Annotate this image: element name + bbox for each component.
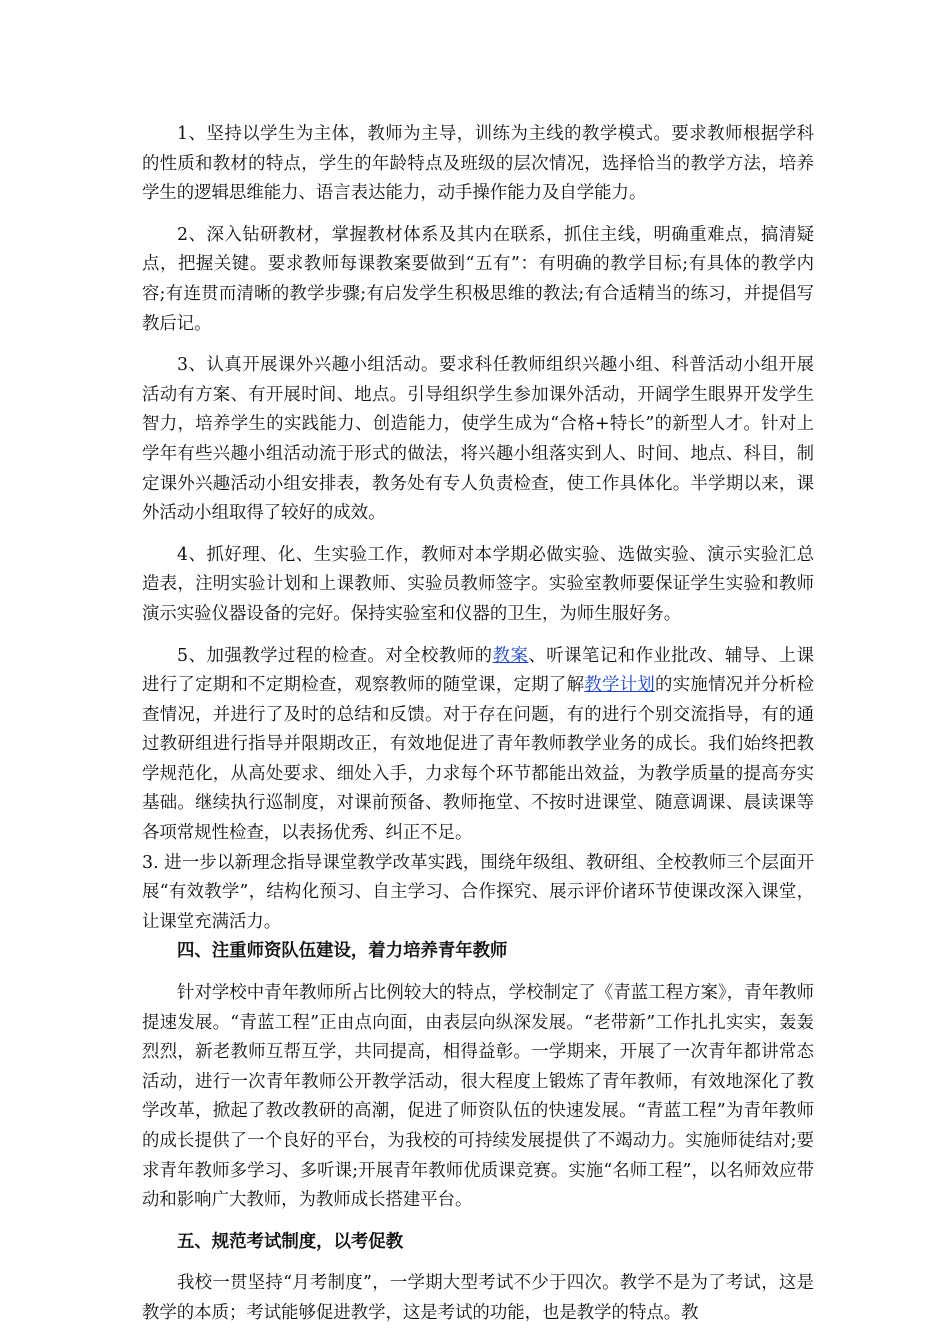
teaching-plan-link[interactable]: 教学计划 (584, 675, 656, 696)
paragraph-3: 3、认真开展课外兴趣小组活动。要求科任教师组织兴趣小组、科普活动小组开展活动有方案、有开展时间、地点。引导组织学生参加课外活动，开阔学生眼界开发学生智力，培养学生的实践能力、创造能力，使学生成为“合格+特长”的新型人才。针对上学年有些兴趣小组活动流于形式的做法，将兴趣小组落实到人、时间、地点、科目，制定课外兴趣活动小组安排表，教务处有专人负责检查，使工作具体化。半学期以来，课外活动小组取得了较好的成效。 (142, 355, 814, 524)
lesson-plan-link[interactable]: 教案 (492, 645, 529, 666)
paragraph-7: 针对学校中青年教师所占比例较大的特点，学校制定了《青蓝工程方案》，青年教师提速发展。“青蓝工程”正由点向面，由表层向纵深发展。“老带新”工作扎扎实实，轰轰烈烈，新老教师互帮互学，共同提高，相得益彰。一学期来，开展了一次青年都讲常态活动，进行一次青年教师公开教学活动，很大程度上锻炼了青年教师，有效地深化了教学改革，掀起了教改教研的高潮，促进了师资队伍的快速发展。“青蓝工程”为青年教师的成长提供了一个良好的平台，为我校的可持续发展提供了不竭动力。实施师徒结对;要求青年教师多学习、多听课;开展青年教师优质课竞赛。实施“名师工程”，以名师效应带动和影响广大教师，为教师成长搭建平台。 (142, 983, 814, 1211)
paragraph-4: 4、抓好理、化、生实验工作，教师对本学期必做实验、选做实验、演示实验汇总造表，注明实验计划和上课教师、实验员教师签字。实验室教师要保证学生实验和教师演示实验仪器设备的完好。保持实验室和仪器的卫生，为师生服好务。 (142, 544, 814, 624)
paragraph-5-text-b: 、听课笔记和作业批改、辅导、上课进行了定期和不定期检查，观察教师的随堂课，定期了解 (142, 645, 814, 696)
paragraph-5-text-c: 的实施情况并分析检查情况，并进行了及时的总结和反馈。对于存在问题，有的进行个别交流指导，有的通过教研组进行指导并限期改正，有效地促进了青年教师教学业务的成长。我们始终把教学规范化，从高处要求、细处入手，力求每个环节都能出效益，为教学质量的提高夯实基础。继续执行巡制度，对课前预备、教师拖堂、不按时进课堂、随意调课、晨读课等各项常规性检查，以表扬优秀、纠正不足。 (142, 675, 814, 844)
paragraph-2: 2、深入钻研教材，掌握教材体系及其内在联系，抓住主线，明确重难点，搞清疑点，把握关键。要求教师每课教案要做到“五有”：有明确的教学目标;有具体的教学内容;有连贯而清晰的教学步骤;有启发学生积极思维的教法;有合适精当的练习，并提倡写教后记。 (142, 224, 814, 334)
paragraph-5 (142, 642, 814, 849)
paragraph-5-text-a: 5、加强教学过程的检查。对全校教师的 (177, 645, 493, 666)
section-heading-4: 四、注重师资队伍建设，着力培养青年教师 (177, 941, 508, 962)
paragraph-6: 3. 进一步以新理念指导课堂教学改革实践，围绕年级组、教研组、全校教师三个层面开展“有效教学”，结构化预习、自主学习、合作探究、展示评价诸环节使课改深入课堂，让课堂充满活力。 (142, 852, 814, 932)
paragraph-8: 我校一贯坚持“月考制度”，一学期大型考试不少于四次。教学不是为了考试，这是教学的本质；考试能够促进教学，这是考试的功能，也是教学的特点。教 (142, 1273, 814, 1323)
paragraph-1: 1、坚持以学生为主体，教师为主导，训练为主线的教学模式。要求教师根据学科的性质和教材的特点，学生的年龄特点及班级的层次情况，选择恰当的教学方法，培养学生的逻辑思维能力、语言表达能力，动手操作能力及自学能力。 (142, 124, 814, 204)
document-page (142, 120, 814, 1329)
section-heading-5: 五、规范考试制度，以考促教 (177, 1231, 404, 1252)
